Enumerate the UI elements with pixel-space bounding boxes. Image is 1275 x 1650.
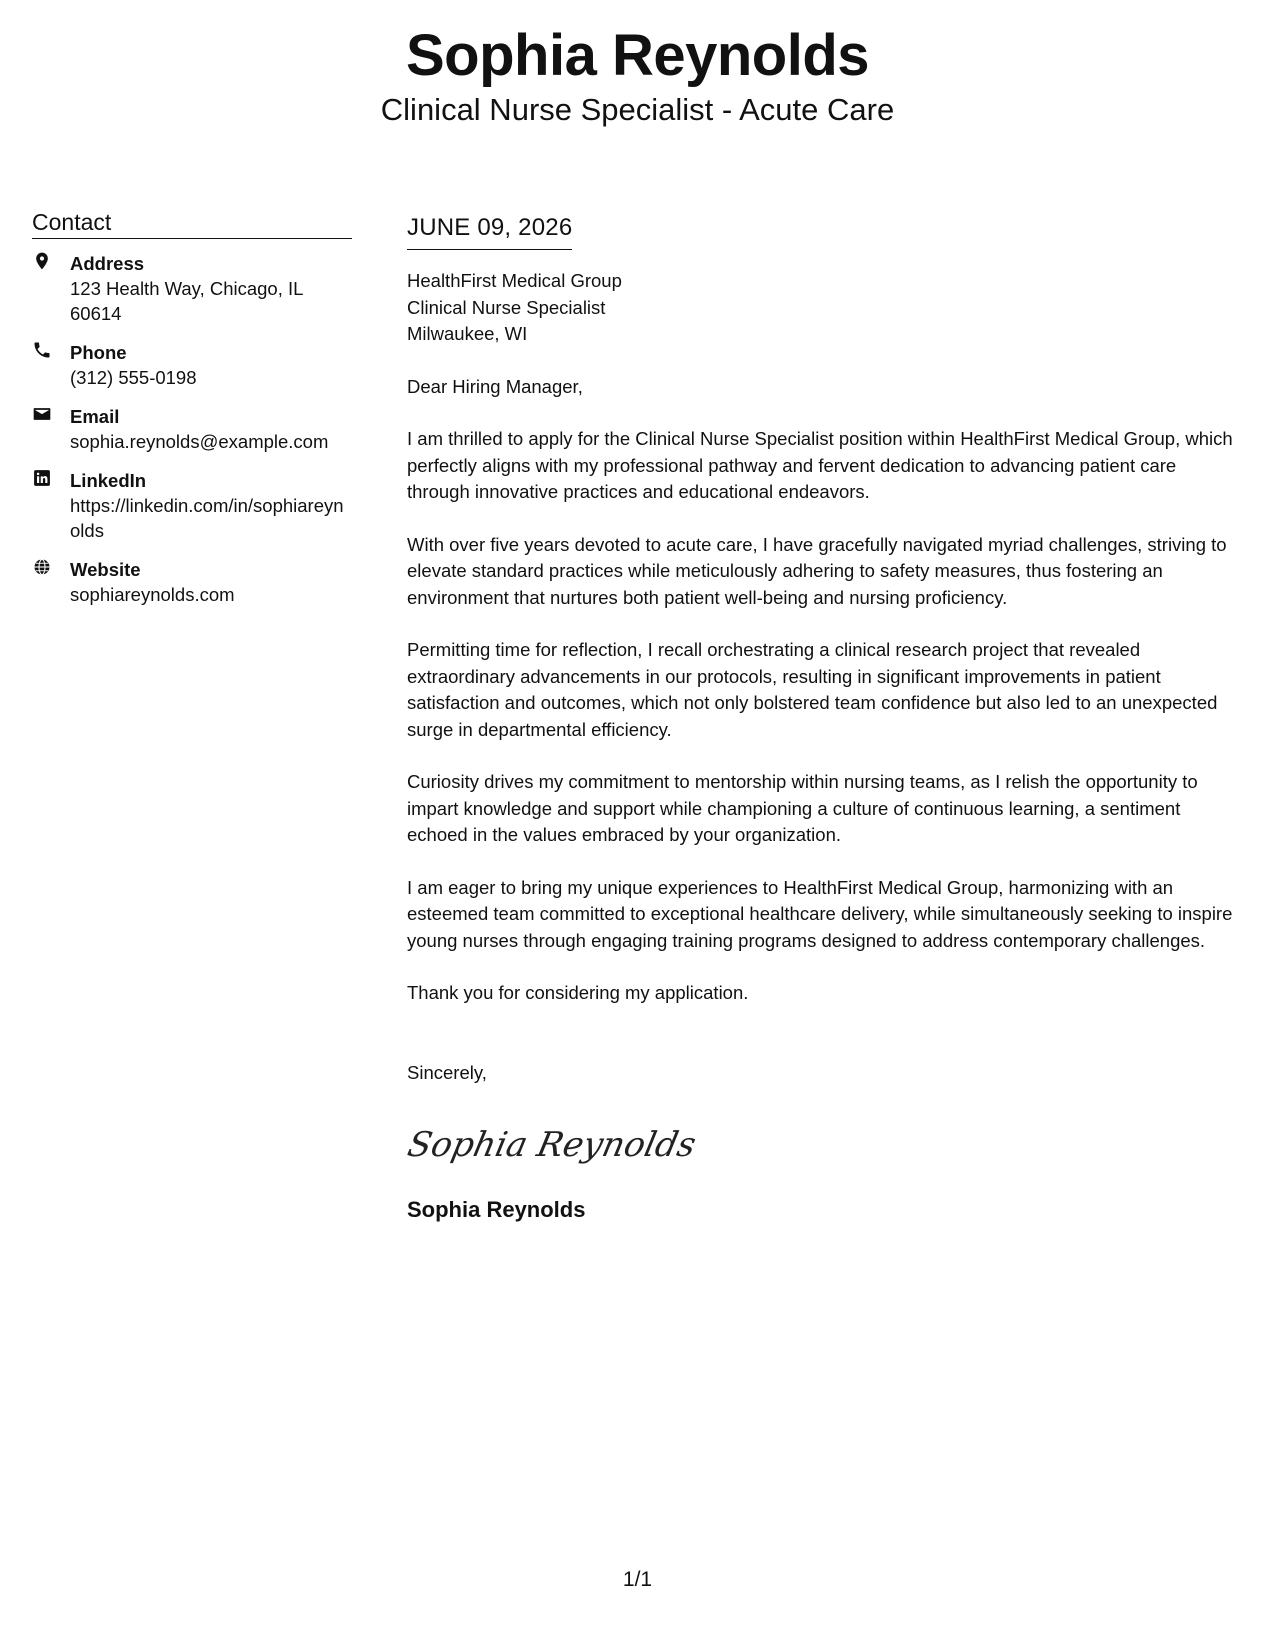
contact-address — [32, 251, 352, 326]
contact-website — [32, 557, 352, 607]
recipient-position: Clinical Nurse Specialist — [407, 296, 606, 318]
globe-icon — [32, 557, 56, 581]
paragraph: Permitting time for reflection, I recall orchestrating a clinical research project that revealed extraordinary advancements in our protocols, resulting in significant improvements in patient satisfaction and outcomes, which not only bolstered team confidence but also led to an unexpected surge in departmental efficiency. — [407, 639, 1218, 740]
phone-label: Phone — [70, 342, 127, 363]
paragraph: With over five years devoted to acute care, I have gracefully navigated myriad challenges, striving to elevate standard practices while meticulously adhering to safety measures, thus fostering an environment that nurtures both patient well-being and nursing proficiency. — [407, 533, 1227, 608]
handwritten-signature — [404, 1114, 1242, 1174]
paragraph: Thank you for considering my application. — [407, 982, 749, 1003]
address-label: Address — [70, 253, 145, 274]
phone-icon — [32, 340, 56, 364]
contact-email — [32, 404, 352, 454]
paragraph: Curiosity drives my commitment to mentorship within nursing teams, as I relish the opportunity to impart knowledge and support while championing a culture of continuous learning, a sentiment echoed in the values embraced by your organization. — [407, 771, 1198, 845]
paragraph: I am eager to bring my unique experiences to HealthFirst Medical Group, harmonizing with an esteemed team committed to exceptional healthcare delivery, while simultaneously seeking to inspire young nurses through engaging training programs designed to address contemporary challenges. — [407, 876, 1233, 951]
envelope-icon — [32, 404, 56, 428]
email-value[interactable]: sophia.reynolds@example.com — [70, 431, 329, 452]
website-label: Website — [70, 559, 141, 580]
closing: Sincerely, — [407, 1061, 487, 1083]
website-value[interactable]: sophiareynolds.com — [70, 584, 235, 605]
letter-date: JUNE 09, 2026 — [407, 213, 572, 250]
applicant-name: Sophia Reynolds — [405, 23, 869, 88]
linkedin-icon — [32, 468, 56, 492]
address-value: 123 Health Way, Chicago, IL 60614 — [70, 278, 303, 324]
letter-body — [404, 213, 1242, 1224]
linkedin-value[interactable]: https://linkedin.com/in/sophiareynolds — [70, 495, 344, 541]
recipient-location: Milwaukee, WI — [407, 323, 528, 344]
recipient-block — [407, 268, 1242, 348]
page-number: 1/1 — [622, 1568, 653, 1591]
map-pin-icon — [32, 251, 56, 275]
applicant-title: Clinical Nurse Specialist - Acute Care — [380, 92, 895, 127]
linkedin-label: LinkedIn — [70, 470, 147, 491]
salutation: Dear Hiring Manager, — [407, 375, 583, 397]
signer-name: Sophia Reynolds — [407, 1197, 586, 1222]
contact-heading: Contact — [32, 208, 352, 239]
contact-sidebar — [32, 208, 352, 621]
contact-linkedin — [32, 468, 352, 543]
letter-header — [0, 22, 1275, 130]
email-label: Email — [70, 406, 120, 427]
contact-phone — [32, 340, 352, 390]
phone-value: (312) 555-0198 — [70, 367, 197, 388]
recipient-company: HealthFirst Medical Group — [407, 270, 622, 291]
signature-text: Sophia Reynolds — [404, 1125, 700, 1165]
paragraph: I am thrilled to apply for the Clinical Nurse Specialist position within HealthFirst Medical Group, which perfectly aligns with my professional pathway and fervent dedication to advancing patient care through innovative practices and educational endeavors. — [407, 428, 1233, 502]
